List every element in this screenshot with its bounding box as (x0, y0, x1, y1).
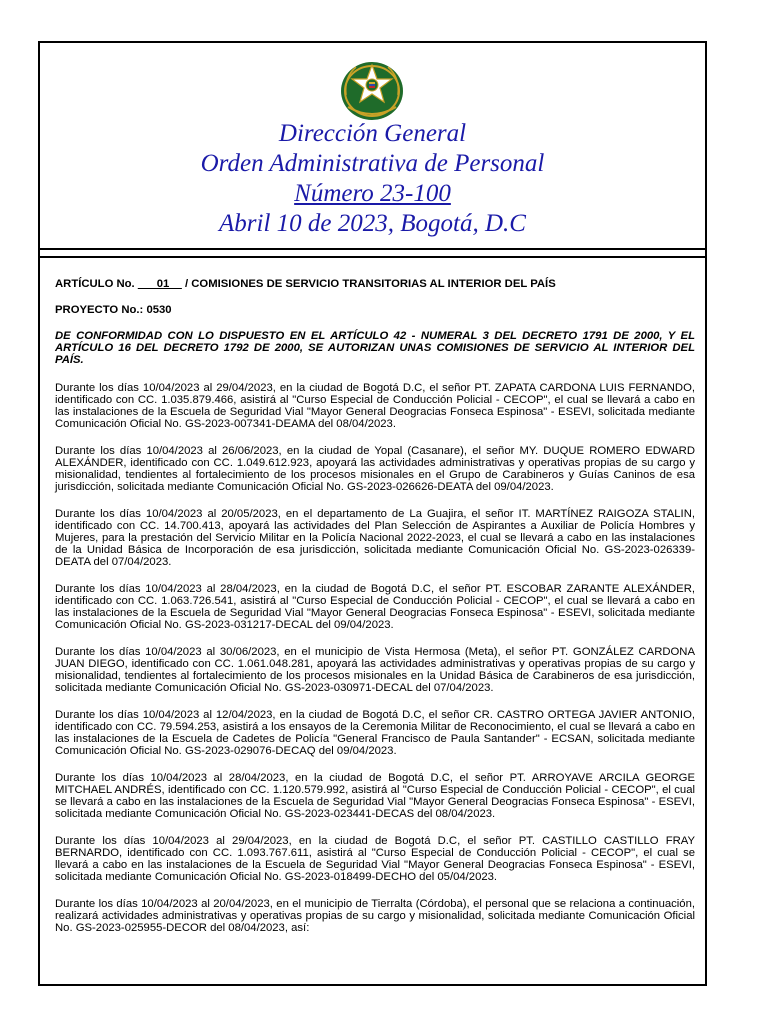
project-line (55, 304, 695, 316)
title-orden: Orden Administrativa de Personal (200, 150, 545, 177)
title-fecha: Abril 10 de 2023, Bogotá, D.C (219, 210, 526, 237)
commission-paragraph: Durante los días 10/04/2023 al 12/04/2023, en la ciudad de Bogotá D.C, el señor CR. CASTRO ORTEGA JAVIER ANTONIO, identificado con CC. 79.594.253, asistirá a los ensayos de la Ceremonia Militar de Reconocimiento, el cual se llevará a cabo en las instalaciones de la Escuela de Cadetes de Policía "General Francisco de Paula Santander" - ECSAN, solicitada mediante Comunicación Oficial No. GS-2023-029076-DECAQ del 09/04/2023. (55, 709, 695, 757)
article-subject: / COMISIONES DE SERVICIO TRANSITORIAS AL INTERIOR DEL PAÍS (184, 278, 556, 290)
commission-paragraph: Durante los días 10/04/2023 al 20/05/2023, en el departamento de La Guajira, el señor IT. MARTÍNEZ RAIGOZA STALIN, identificado con CC. 14.700.413, apoyará las actividades del Plan Selección de Aspirantes a Auxiliar de Policía Hombres y Mujeres, para la prestación del Servicio Militar en la Policía Nacional 2022-2023, el cual se llevará a cabo en las instalaciones de la Unidad Básica de Incorporación de esa jurisdicción, solicitada mediante Comunicación Oficial No. GS-2023-026339-DEATA del 07/04/2023. (55, 508, 695, 568)
article-number: ___01__ (137, 278, 182, 290)
document-header (40, 43, 705, 249)
commission-paragraph: Durante los días 10/04/2023 al 30/06/2023, en el municipio de Vista Hermosa (Meta), el señor PT. GONZÁLEZ CARDONA JUAN DIEGO, identificado con CC. 1.061.048.281, apoyará las actividades administrativas y operativas propias de su cargo y misionalidad, tendientes al fortalecimiento de los procesos misionales en la Unidad Básica de Carabineros de esa jurisdicción, solicitada mediante Comunicación Oficial No. GS-2023-030971-DECAL del 07/04/2023. (55, 646, 695, 694)
article-label: ARTÍCULO No. (55, 278, 135, 290)
commission-paragraph: Durante los días 10/04/2023 al 28/04/2023, en la ciudad de Bogotá D.C, el señor PT. ARROYAVE ARCILA GEORGE MITCHAEL ANDRÉS, identificado con CC. 1.120.579.992, asistirá al "Curso Especial de Conducción Policial - CECOP", el cual se llevará a cabo en las instalaciones de la Escuela de Seguridad Vial "Mayor General Deogracias Fonseca Espinosa" - ESEVI, solicitada mediante Comunicación Oficial No. GS-2023-023441-DECAS del 08/04/2023. (55, 772, 695, 820)
article-heading (55, 278, 695, 290)
title-numero: Número 23-100 (294, 180, 451, 207)
project-number: 0530 (146, 304, 172, 316)
commission-paragraph: Durante los días 10/04/2023 al 28/04/2023, en la ciudad de Bogotá D.C, el señor PT. ESCOBAR ZARANTE ALEXÁNDER, identificado con CC. 1.063.726.541, asistirá al "Curso Especial de Conducción Policial - CECOP", el cual se llevará a cabo en las instalaciones de la Escuela de Seguridad Vial "Mayor General Deogracias Fonseca Espinosa" - ESEVI, solicitada mediante Comunicación Oficial No. GS-2023-031217-DECAL del 09/04/2023. (55, 583, 695, 631)
commission-paragraph: Durante los días 10/04/2023 al 29/04/2023, en la ciudad de Bogotá D.C, el señor PT. CASTILLO CASTILLO FRAY BERNARDO, identificado con CC. 1.093.767.611, asistirá al "Curso Especial de Conducción Policial - CECOP", el cual se llevará a cabo en las instalaciones de la Escuela de Seguridad Vial "Mayor General Deogracias Fonseca Espinosa" - ESEVI, solicitada mediante Comunicación Oficial No. GS-2023-018499-DECHO del 05/04/2023. (55, 835, 695, 883)
title-block (40, 119, 705, 239)
document-frame (38, 41, 707, 986)
conformity-statement: DE CONFORMIDAD CON LO DISPUESTO EN EL ARTÍCULO 42 - NUMERAL 3 DEL DECRETO 1791 DE 2000, Y EL ARTÍCULO 16 DEL DECRETO 1792 DE 2000, SE AUTORIZAN UNAS COMISIONES DE SERVICIO AL INTERIOR DEL PAÍS. (55, 330, 695, 366)
title-direccion: Dirección General (278, 120, 467, 147)
commission-paragraph: Durante los días 10/04/2023 al 29/04/2023, en la ciudad de Bogotá D.C, el señor PT. ZAPATA CARDONA LUIS FERNANDO, identificado con CC. 1.035.879.466, asistirá al "Curso Especial de Conducción Policial - CECOP", el cual se llevará a cabo en las instalaciones de la Escuela de Seguridad Vial "Mayor General Deogracias Fonseca Espinosa" - ESEVI, solicitada mediante Comunicación Oficial No. GS-2023-007341-DEAMA del 08/04/2023. (55, 382, 695, 430)
commission-paragraph: Durante los días 10/04/2023 al 26/06/2023, en la ciudad de Yopal (Casanare), el señor MY. DUQUE ROMERO EDWARD ALEXÁNDER, identificado con CC. 1.049.612.923, apoyará las actividades administrativas y operativas propias de su cargo y misionalidad, tendientes al fortalecimiento de los procesos misionales en el Grupo de Carabineros y Guías Caninos de esa jurisdicción, solicitada mediante Comunicación Oficial No. GS-2023-026626-DEATA del 09/04/2023. (55, 445, 695, 493)
commission-paragraph: Durante los días 10/04/2023 al 20/04/2023, en el municipio de Tierralta (Córdoba), el personal que se relaciona a continuación, realizará actividades administrativas y operativas propias de su cargo y misionalidad, solicitada mediante Comunicación Oficial No. GS-2023-025955-DECOR del 08/04/2023, así: (55, 898, 695, 934)
police-seal-icon (338, 55, 406, 123)
document-body (55, 278, 695, 949)
project-label: PROYECTO No.: (55, 304, 144, 316)
header-divider-bottom (40, 256, 705, 258)
header-divider-top (40, 248, 705, 250)
